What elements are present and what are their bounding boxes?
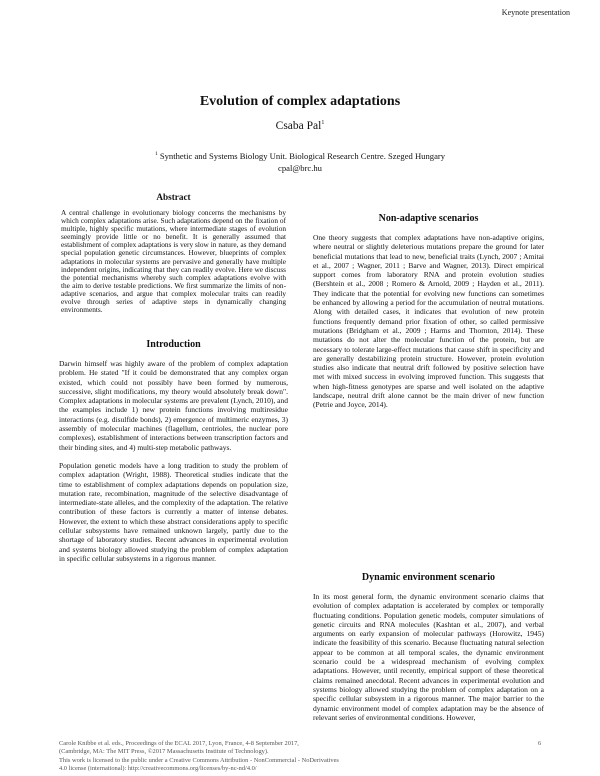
abstract-section — [59, 192, 288, 314]
author-line — [0, 120, 600, 132]
affiliation-block — [0, 148, 600, 174]
page-number: 6 — [538, 740, 542, 747]
affiliation-line — [0, 148, 600, 162]
nonadaptive-section — [313, 213, 544, 410]
abstract-text: A central challenge in evolutionary biology concerns the mechanisms by which complex adaptations arise. Such adaptations depend on the fixation of multiple, highly specific mutations, where intermediate stages of evolution seemingly provide little or no benefit. It is generally assumed that establishment of complex adaptations is very slow in nature, as they demand special population genetic circumstances. However, blueprints of complex adaptations in molecular systems are pervasive and generally have multiple independent origins, indicating that they can readily evolve. Here we discuss the potential mechanisms whereby such complex adaptations evolve with the aim to derive testable predictions. We first summarize the limits of non-adaptive scenarios, and argue that complex molecular traits can readily evolve through series of adaptive steps in dynamically changing environments. — [61, 208, 286, 315]
dynamic-paragraph: In its most general form, the dynamic environment scenario claims that evolution of complex adaptation is accelerated by complex or temporally fluctuating conditions. Population genetic models, computer simulations of genetic circuits and RNA molecules (Kashtan et al., 2007), and verbal arguments on early expansion of molecular pathways (Horowitz, 1945) indicate the feasibility of this scenario. Because fluctuating natural selection appear to be common at all temporal scales, the dynamic environment scenario could be a widespread mechanism of evolving complex adaptations. However, until recently, empirical support of these theoretical claims remained anecdotal. Recent advances in experimental evolution and systems biology allowed studying the problem of complex adaptation on a specific cellular subsystem in a rigorous manner. The major barrier to the dynamic environment model of complex adaptation may be the absence of relevant series of environmental conditions. However, — [313, 592, 544, 722]
footer-citation — [59, 740, 499, 774]
author-superscript: 1 — [321, 120, 325, 127]
author-email: cpal@brc.hu — [278, 162, 322, 173]
introduction-section — [59, 339, 288, 563]
footer-line-1: Carole Knibbe et al. eds., Proceedings of the ECAL 2017, Lyon, France, 4-8 September 2017, — [59, 740, 299, 747]
introduction-paragraph-2: Population genetic models have a long tradition to study the problem of complex adaptation (Wright, 1988). Theoretical studies indicate that the time to establishment of complex adaptations depends on population size, mutation rate, recombination, magnitude of the selective disadvantage of intermediate-state alleles, and the complexity of the adaptation. The relative contribution of these factors is currently a matter of intense debates. However, the extent to which these abstract considerations apply to specific cellular subsystems have remained unknown largely, partly due to the shortage of laboratory studies. Recent advances in experimental evolution and systems biology allowed studying the problem of complex adaptation in specific cellular subsystems in a rigorous manner. — [59, 460, 288, 563]
abstract-heading: Abstract — [156, 192, 191, 202]
nonadaptive-paragraph: One theory suggests that complex adaptations have non-adaptive origins, where neutral or slightly deleterious mutations prepare the ground for later beneficial mutations that lead to new, beneficial traits (Lynch, 2007 ; Amitai et al., 2007 ; Wagner, 2011 ; Barve and Wagner, 2013). Direct empirical support comes from laboratory RNA and protein evolution studies (Bershtein et al., 2008 ; Romero & Arnold, 2009 ; Hayden et al., 2011). They indicate that the potential for evolving new functions can sometimes be enhanced by allowing a period for the accumulation of neutral mutations. Along with detailed cases, it indicates that evolution of new protein functions frequently demand prior fixation of other, so called permissive mutations (Bridgham et al., 2009 ; Harms and Thornton, 2014). These mutations do not alter the molecular function of the protein, but are necessary to tolerate large-effect mutations that cause shift in specificity and are generally destabilizing protein structure. However, protein evolution studies also indicate that neutral drift followed by positive selection have met with mixed success in evolving improved function. This suggests that when high-fitness genotypes are sparse and well isolated on the adaptive landscape, neutral drift alone cannot be the main driver of new function (Petrie and Joyce, 2014). — [313, 233, 544, 410]
affiliation-text: Synthetic and Systems Biology Unit. Biological Research Centre. Szeged Hungary — [157, 150, 446, 161]
introduction-heading: Introduction — [146, 339, 201, 350]
affiliation-superscript: 1 — [154, 151, 158, 157]
paper-title: Evolution of complex adaptations — [199, 94, 401, 109]
footer-line-4: 4.0 license (international): http://creativecommons.org/licenses/by-nc-nd/4.0/ — [59, 765, 257, 773]
introduction-paragraph-1: Darwin himself was highly aware of the problem of complex adaptation problem. He stated "If it could be demonstrated that any complex organ existed, which could not possibly have been formed by numerous, successive, slight modifications, my theory would absolutely break down". Complex adaptations in molecular systems are prevalent (Lynch, 2010), and the examples include 1) new protein functions involving multiresidue interactions (e.g. disulfide bonds), 2) emergence of multimeric enzymes, 3) assembly of molecular machines (flagellum, centrioles, the nuclear pore complexes), establishment of interactions between transcription factors and their binding sites, and 4) multi-step metabolic pathways. — [59, 359, 288, 452]
author-name: Csaba Pal — [275, 120, 322, 132]
nonadaptive-heading: Non-adaptive scenarios — [378, 213, 479, 224]
header-tag: Keynote presentation — [501, 8, 570, 17]
footer-line-3: This work is licensed to the public under a Creative Commons Attribution - NonCommercial - NoDerivatives — [59, 756, 339, 764]
dynamic-heading: Dynamic environment scenario — [361, 572, 496, 583]
dynamic-section — [313, 572, 544, 722]
footer-line-2: (Cambridge, MA: The MIT Press, ©2017 Massachusetts Institute of Technology). — [59, 748, 269, 756]
